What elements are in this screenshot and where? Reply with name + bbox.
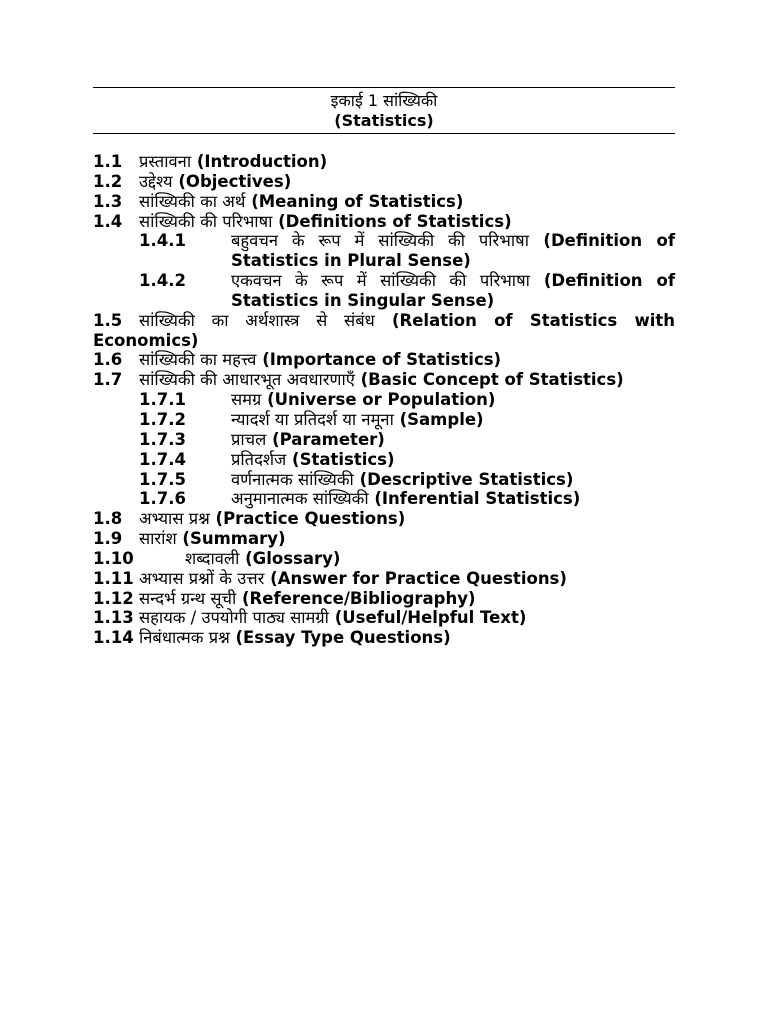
toc-text-hindi: सांख्यिकी की परिभाषा <box>139 211 273 231</box>
toc-text-hindi: प्रस्तावना <box>139 152 192 171</box>
toc-text-english: (Essay Type Questions) <box>235 628 451 648</box>
toc-text <box>139 628 675 648</box>
toc-number: 1.9 <box>93 529 123 549</box>
toc-text-hindi: वर्णनात्मक सांख्यिकी <box>231 469 354 489</box>
toc-text-hindi: शब्दावली <box>185 548 240 568</box>
toc-number: 1.7 <box>93 370 123 390</box>
toc-entry-1-1 <box>93 152 675 172</box>
toc-text-hindi: सन्दर्भ ग्रन्थ सूची <box>139 588 237 608</box>
toc-entry-1-7-3 <box>93 430 675 450</box>
toc-number: 1.8 <box>93 509 123 529</box>
toc-number: 1.3 <box>93 191 123 211</box>
toc-number: 1.7.2 <box>139 409 186 429</box>
toc-number: 1.7.1 <box>139 390 186 410</box>
toc-text-hindi: अनुमानात्मक सांख्यिकी <box>231 489 369 509</box>
toc-text <box>139 152 675 172</box>
toc-text-english: (Inferential Statistics) <box>374 489 581 509</box>
toc-entry-1-8 <box>93 509 675 529</box>
toc-text <box>231 271 675 311</box>
toc-text <box>139 172 675 192</box>
toc-entry-1-14 <box>93 628 675 648</box>
toc-text <box>139 569 675 589</box>
toc-text-hindi: उद्देश्य <box>139 171 173 191</box>
toc-text-english: (Useful/Helpful Text) <box>334 608 527 628</box>
toc-number: 1.7.3 <box>139 429 186 449</box>
toc-entry-1-9 <box>93 529 675 549</box>
toc-text-english: (Universe or Population) <box>267 390 496 410</box>
toc-text <box>231 470 675 490</box>
toc-text-english: (Definition of Statistics in Plural Sense) <box>231 231 676 271</box>
toc-number: 1.2 <box>93 171 123 191</box>
table-of-contents <box>93 152 675 648</box>
toc-text-english: (Reference/Bibliography) <box>242 588 476 608</box>
unit-header <box>93 88 675 133</box>
toc-entry-1-11 <box>93 569 675 589</box>
toc-entry-1-5 <box>93 311 675 351</box>
toc-text <box>139 370 675 390</box>
toc-text-hindi: निबंधात्मक प्रश्न <box>139 628 230 648</box>
toc-text-english: (Descriptive Statistics) <box>359 469 574 489</box>
toc-number: 1.7.5 <box>139 469 186 489</box>
toc-text-english: (Importance of Statistics) <box>262 350 502 370</box>
unit-title-english: (Statistics) <box>334 111 434 130</box>
toc-text <box>231 390 675 410</box>
toc-text-english: (Introduction) <box>196 152 328 171</box>
toc-text-hindi: सांख्यिकी की आधारभूत अवधारणाएँ <box>139 370 355 390</box>
toc-entry-1-6 <box>93 350 675 370</box>
toc-number: 1.4.2 <box>139 271 186 291</box>
toc-text <box>139 589 675 609</box>
toc-text <box>231 450 675 470</box>
toc-entry-1-3 <box>93 192 675 212</box>
toc-text-hindi: सांख्यिकी का अर्थ <box>139 191 246 211</box>
toc-text-english: (Parameter) <box>272 429 385 449</box>
toc-entry-1-7-6 <box>93 489 675 509</box>
toc-text <box>231 410 675 430</box>
toc-text-english: (Basic Concept of Statistics) <box>360 370 624 390</box>
toc-text-english: (Glossary) <box>245 548 341 568</box>
toc-text-english: (Relation of Statistics with Economics) <box>93 310 675 350</box>
toc-text-hindi: प्रतिदर्शज <box>231 449 287 469</box>
toc-text-english: (Objectives) <box>178 171 292 191</box>
toc-text-english: (Definitions of Statistics) <box>278 211 512 231</box>
toc-text-english: (Answer for Practice Questions) <box>270 568 567 588</box>
toc-entry-1-12 <box>93 589 675 609</box>
toc-text <box>139 529 675 549</box>
toc-text-hindi: बहुवचन के रूप में सांख्यिकी की परिभाषा <box>231 231 529 251</box>
toc-number: 1.12 <box>93 588 134 608</box>
toc-text-english: (Sample) <box>399 409 484 429</box>
toc-entry-1-4-2 <box>93 271 675 311</box>
toc-entry-1-7-4 <box>93 450 675 470</box>
toc-text-english: (Practice Questions) <box>215 509 406 529</box>
toc-text-hindi: सहायक / उपयोगी पाठ्य सामग्री <box>139 608 329 628</box>
toc-number: 1.4 <box>93 211 123 231</box>
toc-number: 1.5 <box>93 310 123 330</box>
toc-number: 1.6 <box>93 350 123 370</box>
toc-text-hindi: समग्र <box>231 390 262 410</box>
toc-text-hindi: सारांश <box>139 529 177 549</box>
toc-number: 1.14 <box>93 628 134 648</box>
toc-number: 1.13 <box>93 608 134 628</box>
toc-entry-1-13 <box>93 608 675 628</box>
toc-text <box>139 212 675 232</box>
toc-number: 1.7.4 <box>139 449 186 469</box>
toc-text-hindi: सांख्यिकी का महत्त्व <box>139 350 257 370</box>
toc-entry-1-7-1 <box>93 390 675 410</box>
toc-number: 1.4.1 <box>139 231 186 251</box>
toc-number: 1.1 <box>93 152 123 171</box>
toc-text-hindi: न्यादर्श या प्रतिदर्श या नमूना <box>231 409 394 429</box>
toc-entry-1-4-1 <box>93 231 675 271</box>
toc-text <box>139 509 675 529</box>
toc-text-hindi: अभ्यास प्रश्नों के उत्तर <box>139 568 265 588</box>
toc-text <box>231 430 675 450</box>
toc-entry-1-7-2 <box>93 410 675 430</box>
toc-entry-1-7 <box>93 370 675 390</box>
toc-text <box>231 489 675 509</box>
toc-text <box>185 549 675 569</box>
toc-entry-1-7-5 <box>93 470 675 490</box>
toc-text <box>139 608 675 628</box>
toc-text <box>139 192 675 212</box>
header-bottom-rule <box>93 133 675 134</box>
toc-text <box>139 350 675 370</box>
toc-number: 1.11 <box>93 568 134 588</box>
toc-entry-1-2 <box>93 172 675 192</box>
document-page <box>93 87 675 648</box>
toc-text-english: (Meaning of Statistics) <box>251 191 464 211</box>
toc-entry-1-10 <box>93 549 675 569</box>
toc-entry-1-4 <box>93 212 675 232</box>
toc-text <box>231 231 675 271</box>
toc-text-hindi: एकवचन के रूप में सांख्यिकी की परिभाषा <box>231 271 530 291</box>
toc-text-hindi: सांख्यिकी का अर्थशास्त्र से संबंध <box>139 310 375 330</box>
unit-title-hindi: इकाई 1 सांख्यिकी <box>330 91 438 110</box>
toc-text-english: (Summary) <box>182 529 286 549</box>
toc-text-english: (Statistics) <box>292 449 395 469</box>
toc-text-english: (Definition of Statistics in Singular Sense) <box>231 271 676 310</box>
toc-number: 1.7.6 <box>139 489 186 509</box>
toc-text-hindi: अभ्यास प्रश्न <box>139 509 210 529</box>
toc-text-hindi: प्राचल <box>231 429 267 449</box>
toc-number: 1.10 <box>93 548 134 568</box>
